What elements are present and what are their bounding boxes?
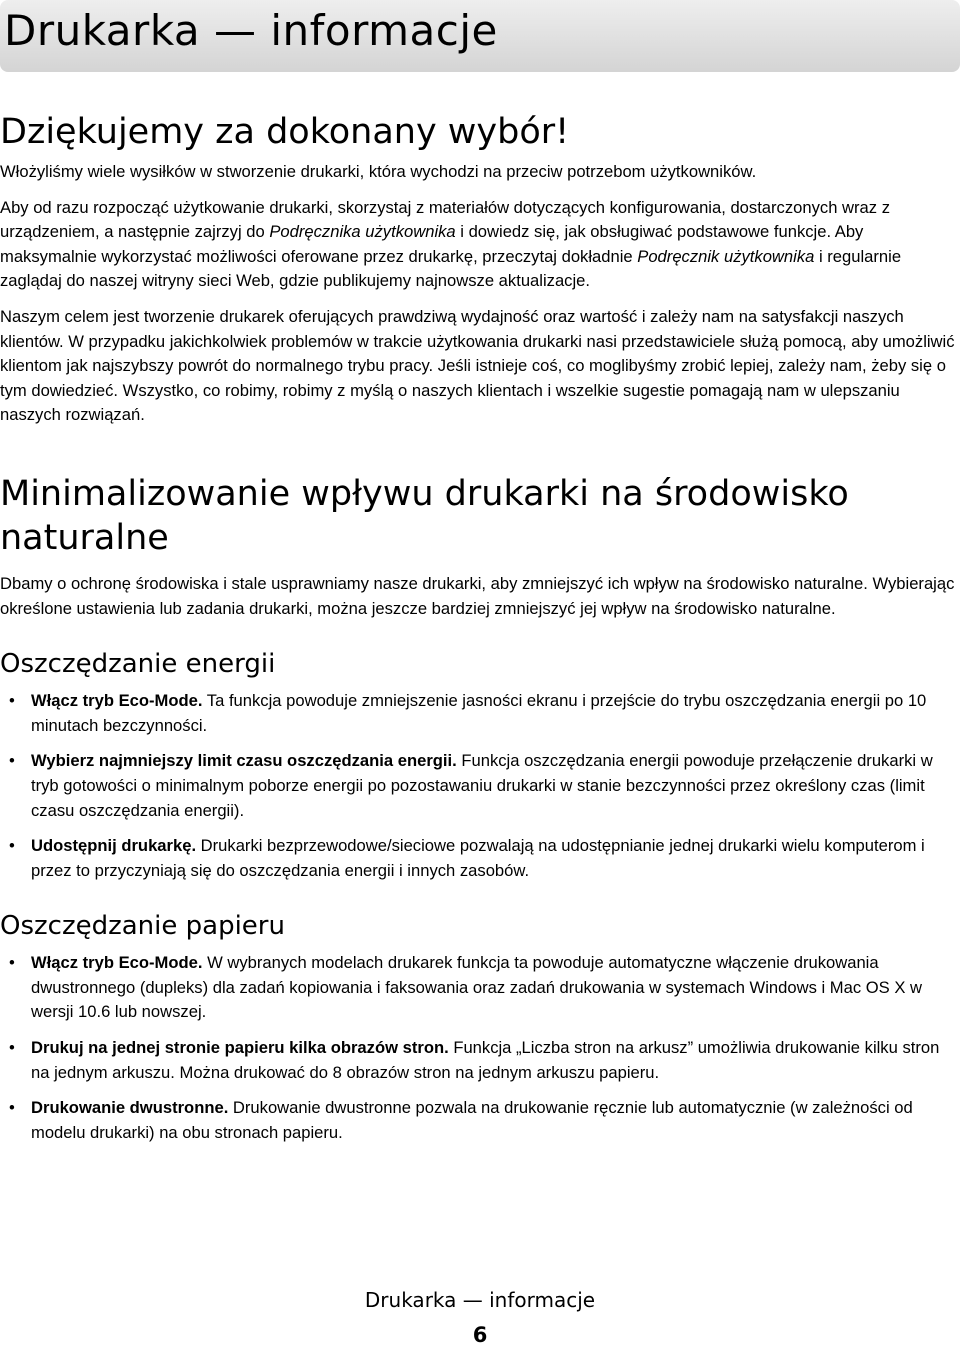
thanks-heading: Dziękujemy za dokonany wybór!	[0, 112, 570, 152]
list-item	[0, 689, 960, 738]
energy-heading: Oszczędzanie energii	[0, 649, 276, 680]
bullet-icon: •	[9, 953, 15, 973]
item-title: Włącz tryb Eco-Mode.	[31, 691, 203, 711]
bullet-icon: •	[9, 836, 15, 856]
item-title: Drukowanie dwustronne.	[31, 1098, 229, 1118]
title-bar	[0, 0, 960, 72]
item-text: Funkcja oszczędzania energii powoduje przełączenie drukarki w tryb gotowości o minimalnym poborze energii po pozostawaniu drukarki w stanie bezczynności przez określony czas (limit czasu oszczędzania energii).	[31, 751, 933, 820]
page-title: Drukarka — informacje	[4, 6, 498, 55]
guide-reference: Podręcznik użytkownika	[637, 246, 815, 266]
item-text: Drukowanie dwustronne pozwala na drukowanie ręcznie lub automatycznie (w zależności od modelu drukarki) na obu stronach papieru.	[31, 1098, 913, 1142]
list-item	[0, 834, 960, 883]
footer-title: Drukarka — informacje	[364, 1288, 596, 1312]
item-title: Wybierz najmniejszy limit czasu oszczędzania energii.	[31, 751, 457, 771]
environment-heading: Minimalizowanie wpływu drukarki na środowisko naturalne	[0, 473, 849, 558]
bullet-icon: •	[9, 751, 15, 771]
item-title: Drukuj na jednej stronie papieru kilka obrazów stron.	[31, 1038, 449, 1058]
environment-paragraph: Dbamy o ochronę środowiska i stale usprawniamy nasze drukarki, aby zmniejszyć ich wpływ na środowisko naturalne. Wybierając określone ustawienia lub zadania drukarki, można jeszcze bardziej zmniejszyć jej wpływ na środowisko naturalne.	[0, 573, 955, 618]
page-footer	[0, 1287, 960, 1347]
text-segment: Aby od razu rozpocząć użytkowanie drukarki, skorzystaj z materiałów dotyczących konfigurowania, dostarczonych wraz z urządzeniem, a następnie zajrzyj do	[0, 197, 890, 242]
item-text: Funkcja „Liczba stron na arkusz” umożliwia drukowanie kilku stron na jednym arkuszu. Można drukować do 8 obrazów stron na jednym arkuszu papieru.	[31, 1038, 940, 1082]
guide-reference: Podręcznika użytkownika	[269, 222, 456, 242]
list-item	[0, 749, 960, 823]
list-item	[0, 1096, 960, 1145]
item-title: Udostępnij drukarkę.	[31, 836, 197, 856]
page-number: 6	[472, 1323, 488, 1347]
goal-paragraph: Naszym celem jest tworzenie drukarek oferujących prawdziwą wydajność oraz wartość i zależy nam na satysfakcji naszych klientów. W przypadku jakichkolwiek problemów w trakcie użytkowania drukarki nasi przedstawiciele służą pomocą, aby umożliwić klientom jak najszybszy powrót do normalnego trybu pracy. Jeśli istnieje coś, co moglibyśmy zrobić lepiej, zależy nam, żeby się o tym dowiedzieć. Wszystko, co robimy, robimy z myślą o naszych klientach i wszelkie sugestie pomagają nam w ulepszaniu naszych rozwiązań.	[0, 306, 955, 425]
energy-list	[0, 689, 960, 883]
paper-list	[0, 951, 960, 1145]
main-content	[0, 104, 960, 1156]
paper-heading: Oszczędzanie papieru	[0, 911, 285, 942]
text-segment: i regularnie zaglądaj do naszej witryny sieci Web, gdzie publikujemy najnowsze aktualizacje.	[0, 246, 902, 291]
intro-paragraph: Włożyliśmy wiele wysiłków w stworzenie drukarki, która wychodzi na przeciw potrzebom użytkowników.	[0, 162, 757, 181]
bullet-icon: •	[9, 691, 15, 711]
bullet-icon: •	[9, 1098, 15, 1118]
text-segment: i dowiedz się, jak obsługiwać podstawowe funkcje. Aby maksymalnie wykorzystać możliwości oferowane przez drukarkę, przeczytaj dokładnie	[0, 222, 864, 266]
bullet-icon: •	[9, 1038, 15, 1058]
item-text: W wybranych modelach drukarek funkcja ta powoduje automatyczne włączenie drukowania dwustronnego (dupleks) dla zadań kopiowania i faksowania oraz zadań drukowania w systemach Windows i Mac OS X w wersji 10.6 lub nowszej.	[31, 953, 922, 1022]
list-item	[0, 1036, 960, 1085]
item-title: Włącz tryb Eco-Mode.	[31, 953, 203, 973]
list-item	[0, 951, 960, 1025]
item-text: Drukarki bezprzewodowe/sieciowe pozwalają na udostępnianie jednej drukarki wielu komputerom i przez to przyczyniają się do oszczędzania energii i innych zasobów.	[31, 836, 925, 880]
item-text: Ta funkcja powoduje zmniejszenie jasności ekranu i przejście do trybu oszczędzania energii po 10 minutach bezczynności.	[31, 691, 927, 735]
getting-started-paragraph	[0, 196, 960, 294]
